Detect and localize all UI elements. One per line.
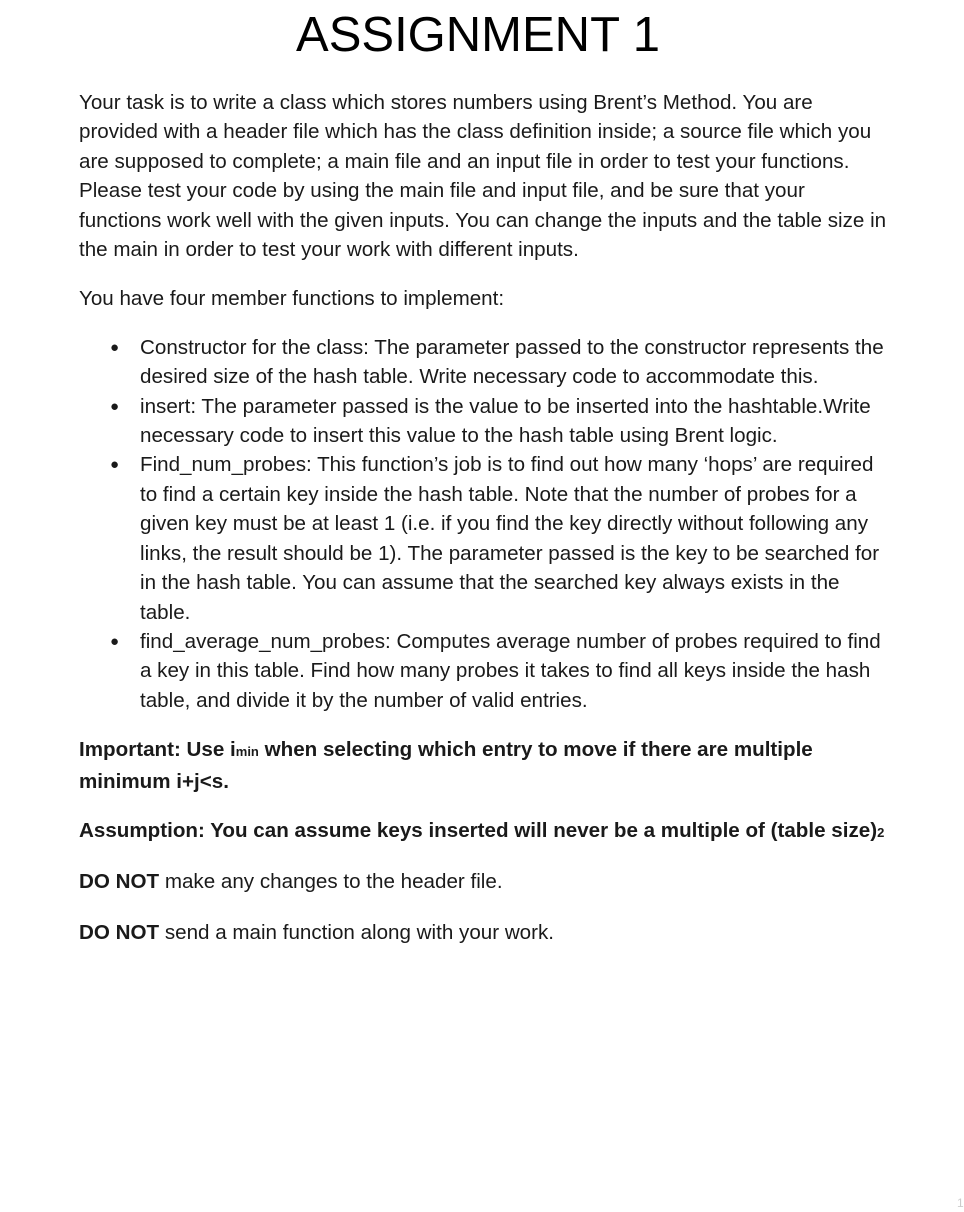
list-item-text: insert: The parameter passed is the value to be inserted into the hashtable.Write necessary code to insert this value to the hash table using Brent logic.	[140, 394, 871, 448]
bullet-icon: ●	[110, 338, 120, 356]
functions-lead: You have four member functions to implement:	[79, 287, 505, 311]
bullet-icon: ●	[110, 456, 120, 474]
page-title: ASSIGNMENT 1	[296, 8, 660, 62]
donot-header-note	[79, 867, 889, 896]
bullet-icon: ●	[110, 397, 120, 415]
list-item	[79, 627, 889, 715]
assumption-text: Assumption: You can assume keys inserted will never be a multiple of (table size)	[79, 818, 878, 842]
assumption-suffix: 2	[877, 824, 885, 840]
intro-paragraph: Your task is to write a class which stores numbers using Brent’s Method. You are provided with a header file which has the class definition inside; a source file which you are supposed to complete; a main file and an input file in order to test your functions. Please test your code by using the main file and input file, and be sure that your functions work well with the given inputs. You can change the inputs and the table size in the main in order to test your work with different inputs.	[79, 91, 887, 262]
list-item-text: find_average_num_probes: Computes average number of probes required to find a key in this table. Find how many probes it takes to find all keys inside the hash table, and divide it by the number of valid entries.	[140, 629, 881, 712]
document-body	[79, 88, 889, 947]
page-number: 1	[957, 1196, 964, 1210]
list-item	[79, 450, 889, 626]
important-subscript: min	[235, 744, 259, 760]
bullet-icon: ●	[110, 632, 120, 650]
donot-main-bold: DO NOT	[79, 920, 160, 944]
important-text-after: when selecting which entry to move if there are multiple minimum i+j<s.	[79, 738, 813, 793]
member-functions-list	[79, 333, 889, 715]
assumption-note	[79, 816, 889, 847]
list-item	[79, 333, 889, 392]
donot-header-bold: DO NOT	[79, 870, 160, 894]
donot-main-rest: send a main function along with your work.	[159, 920, 555, 944]
important-note	[79, 735, 889, 796]
list-item-text: Constructor for the class: The parameter passed to the constructor represents the desired size of the hash table. Write necessary code to accommodate this.	[140, 335, 884, 389]
donot-main-note	[79, 918, 889, 947]
list-item-text: Find_num_probes: This function’s job is to find out how many ‘hops’ are required to find a certain key inside the hash table. Note that the number of probes for a given key must be at least 1 (i.e. if you find the key directly without following any links, the result should be 1). The parameter passed is the key to be searched for in the hash table. You can assume that the searched key always exists in the table.	[140, 453, 880, 624]
donot-header-rest: make any changes to the header file.	[159, 870, 503, 894]
important-text-before: Important: Use i	[79, 738, 236, 762]
list-item	[79, 392, 889, 451]
